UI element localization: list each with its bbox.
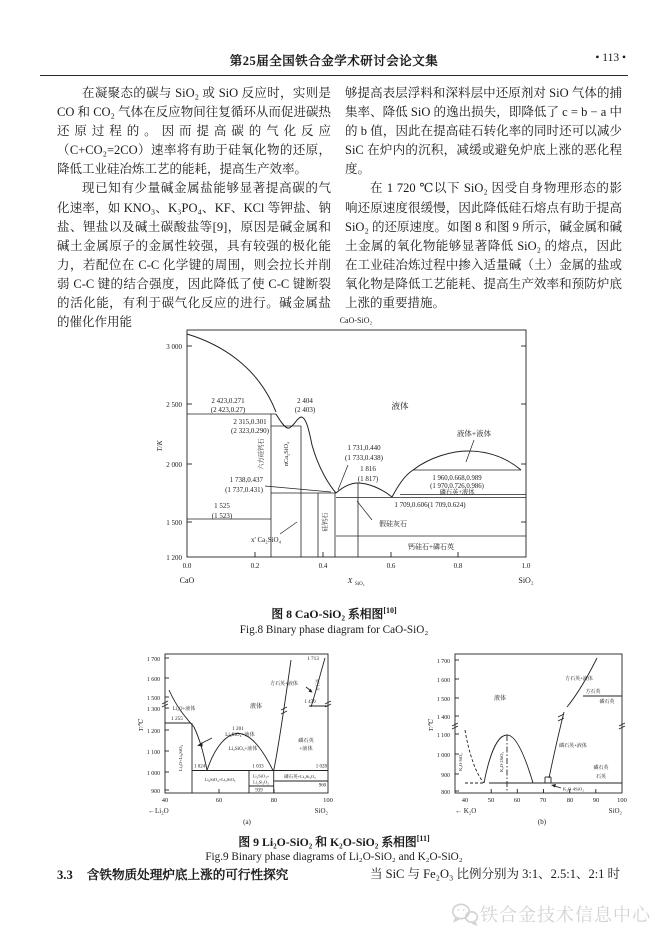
fig9b-xtick: 70 xyxy=(539,797,547,804)
fig9b-frame xyxy=(452,654,625,793)
fig8-label-pseudowollastonite: 假硅灰石 xyxy=(379,520,407,528)
fig8-point-label: 2 423,0.271 xyxy=(211,397,245,405)
fig9a-curves xyxy=(165,658,328,793)
page-number: • 113 • xyxy=(595,52,626,64)
fig9a-label: 1 255 xyxy=(171,716,183,722)
fig9-caption-zh xyxy=(40,833,628,850)
fig9a-label: 1 033 xyxy=(252,764,264,770)
fig9a-label: 1 028 xyxy=(315,764,327,770)
fig8-ytick: 3 000 xyxy=(166,343,182,351)
fig9a-ytick: 1 300 xyxy=(146,707,160,713)
section-heading xyxy=(57,864,288,883)
fig8-label-wollastonite-tridymite: 钙硅石+磷石英 xyxy=(408,543,454,551)
fig8-y-axis-label: T/K xyxy=(155,440,164,452)
fig9a-label: Li₄SiO₄+Li₂SiO₃ xyxy=(204,777,236,782)
fig9a-x-left-label: ←Li₂O xyxy=(148,807,169,815)
fig8-label-liquid-liquid: 液体+液体 xyxy=(456,429,492,438)
paragraph: 现已知有少量碱金属盐能够显著提高碳的气化速率，如 KNO₃、K₃PO₄、KF、KCl 等钾盐、钠盐、锂盐以及碱土碳酸盐等[9]，原因是碱金属和碱土金属原子的金属性较强，具有较强的极化能力，若配位在 C-C 化学键的周围，则会拉长并削弱 C-C 键的结合强度，因此降低了使 C-C 键断裂的活化能，有利于碳气化反应的进行。碱金属盐的催化作用能 xyxy=(57,181,331,330)
fig9b-ytick: 1 100 xyxy=(436,733,450,739)
fig9a-label: 1 024 xyxy=(194,764,206,770)
fig8-label-hex-casio: 六方硅钙石 xyxy=(258,438,265,470)
fig9b-label: K₂O·SiO₂ xyxy=(458,753,463,771)
fig9b-xtick: 40 xyxy=(461,797,469,804)
fig9b-ytick: 800 xyxy=(441,790,450,796)
paragraph: 当 SiC 与 Fe₂O₃ 比例分别为 3:1、2.5:1、2:1 时 xyxy=(370,867,621,881)
fig9b-xtick: 60 xyxy=(513,797,521,804)
fig8-curves xyxy=(187,334,521,497)
fig8-point-label: 1 816 xyxy=(360,465,376,473)
fig9a-ytick: 1 000 xyxy=(146,771,160,777)
fig9b-label: 液体 xyxy=(493,696,507,702)
watermark xyxy=(450,901,651,927)
fig9b-ytick: 900 xyxy=(441,773,450,779)
section-number: 3.3 xyxy=(57,868,73,882)
fig9a-label: Li₂Si₂O₅ xyxy=(253,779,269,785)
fig8-point-label: 1 525 xyxy=(214,502,230,510)
fig9a-x-right-label: SiO₂ xyxy=(314,807,328,815)
fig9-caption-en: Fig.9 Binary phase diagrams of Li₂O-SiO₂ and K₂O-SiO₂ xyxy=(205,851,463,863)
fig8-point-label: (1 733,0.438) xyxy=(345,454,383,462)
fig9a-frame xyxy=(162,654,331,793)
fig9b-label: K₂O·4SiO₂ xyxy=(563,786,584,792)
wechat-icon xyxy=(450,901,480,927)
fig9b-xtick: 50 xyxy=(487,797,495,804)
fig8-xtick: 0.8 xyxy=(453,562,463,570)
fig9b-x-right-label: SiO₂ xyxy=(608,807,622,815)
fig8-phase-diagram xyxy=(100,314,570,606)
page-header-title: 第25届全国铁合金学术研讨会论文集 xyxy=(229,54,439,68)
fig9a-sub-label: (a) xyxy=(243,818,251,826)
fig8-label-liquid: 液体 xyxy=(391,401,409,411)
fig9a-xtick: 100 xyxy=(323,797,333,804)
fig9b-label: K₂O·2SiO₂ xyxy=(499,752,504,772)
fig8-point-label: (1 817) xyxy=(357,475,379,483)
fig8-point-label: (2 323,0.290) xyxy=(231,427,269,435)
fig9a-ytick: 1 500 xyxy=(146,696,160,702)
fig9a-ytick: 1 600 xyxy=(146,677,160,683)
fig9b-phase-diagram xyxy=(355,650,635,830)
fig9a-label: 磷石英 xyxy=(298,738,314,744)
fig8-title: CaO-SiO₂ xyxy=(339,316,373,325)
watermark-text: 铁合金技术信息中心 xyxy=(480,905,651,925)
fig9a-label: Li₂O+Li₄SiO₄ xyxy=(178,744,183,772)
fig9b-label: 磷石英 xyxy=(599,700,615,705)
fig9b-label: 石英 xyxy=(595,775,607,780)
fig8-point-label: (2 403) xyxy=(294,406,316,414)
fig9b-xtick: 80 xyxy=(566,797,574,804)
fig8-point-label: 1 960,0.668,0.989 xyxy=(432,475,482,482)
fig9a-label: 939 xyxy=(255,788,263,794)
fig9a-ytick: 1 100 xyxy=(146,750,160,756)
fig9b-ytick: 1 000 xyxy=(436,753,450,759)
fig9b-y-axis-label: T/℃ xyxy=(428,718,435,732)
fig8-label-x-ca2sio4: x' Ca₂SiO₄ xyxy=(250,536,282,544)
fig9b-ytick: 1 500 xyxy=(436,697,450,703)
fig9-caption-zh-text: 图 9 Li₂O-SiO₂ 和 K₂O-SiO₂ 系相图 xyxy=(238,835,417,849)
fig9a-phase-diagram xyxy=(60,650,340,830)
fig8-xtick: 0.4 xyxy=(318,562,328,570)
fig9b-label: 磷石英 xyxy=(593,766,609,771)
fig9a-xtick: 80 xyxy=(270,797,278,804)
fig8-point-label: 2 315,0.301 xyxy=(233,418,267,426)
fig9a-label: +液体 xyxy=(299,746,313,752)
fig8-x-right-label: SiO₂ xyxy=(518,576,534,585)
fig9a-label: 1 201 xyxy=(232,726,244,732)
fig8-caption-zh xyxy=(40,605,628,622)
paragraph: 在 1 720 ℃以下 SiO₂ 因受自身物理形态的影响还原速度很缓慢，因此降低硅石熔点有助于提高 SiO₂ 的还原速度。如图 8 和图 9 所示，碱金属和碱土金属的氧化物能够显著降低 SiO₂ 的熔点，因此在工业硅冶炼过程中掺入适量碱（土）金属的盐或氧化物是降低工艺能耗、提高生产效率和预防炉底上涨的重要措施。 xyxy=(345,181,622,311)
fig8-ytick: 2 000 xyxy=(166,461,182,469)
header-divider xyxy=(40,75,628,76)
section-title: 含铁物质处理炉底上涨的可行性探究 xyxy=(86,868,289,882)
fig9b-ytick: 1 700 xyxy=(436,659,450,665)
fig8-caption-zh-text: 图 8 CaO-SiO₂ 系相图 xyxy=(271,607,384,621)
fig8-point-label: 1 738,0.437 xyxy=(229,476,263,484)
fig8-x-axis-sub: SiO₂ xyxy=(355,582,365,587)
fig8-point-label: 1 731,0.440 xyxy=(347,444,381,452)
fig8-xtick: 0.2 xyxy=(250,562,260,570)
fig9b-ytick: 1 400 xyxy=(436,715,450,721)
fig9a-label: 方石英+液体 xyxy=(270,682,298,687)
fig9a-label: 1 713 xyxy=(307,656,319,662)
fig9a-ytick: 1 700 xyxy=(146,657,160,663)
paragraph: 在凝聚态的碳与 SiO₂ 或 SiO 反应时，实则是 CO 和 CO₂ 气体在反应物间往复循环从而促进碳热还原过程的。因而提高碳的气化反应（C+CO₂=2CO）速率将有助于硅氧化物的还原，降低工业硅冶炼工艺的能耗，提高生产效率。 xyxy=(57,86,331,177)
paragraph: 够提高表层浮料和深料层中还原剂对 SiO 气体的捕集率、降低 SiO 的逸出损失，即降低了 c = b − a 中的 b 值，因此在提高硅石转化率的同时还可以减少 SiC 在炉内的沉积，减缓或避免炉底上涨的恶化程度。 xyxy=(345,86,622,177)
fig8-ytick: 1 500 xyxy=(166,519,182,527)
fig9a-xtick: 40 xyxy=(161,797,169,804)
fig8-label-alpha-ca2sio4: αCa₂SiO₄ xyxy=(283,441,290,467)
fig8-label-rankinite: 硅钙石 xyxy=(322,512,329,532)
fig8-xtick: 0.6 xyxy=(386,562,396,570)
fig9a-ytick: 900 xyxy=(151,789,160,795)
fig8-point-label: (2 423,0.27) xyxy=(210,406,246,414)
left-column xyxy=(57,84,331,332)
fig9b-label: 磷石英+液体 xyxy=(559,744,587,749)
fig9a-label: 方石英 xyxy=(315,679,320,691)
fig9a-label: 液体 xyxy=(249,704,263,710)
fig8-point-label: 2 404 xyxy=(297,397,313,405)
fig9a-ytick: 1 200 xyxy=(146,729,160,735)
fig8-point-label: (1 737,0.431) xyxy=(225,486,263,494)
fig9b-sub-label: (b) xyxy=(537,818,547,826)
right-column xyxy=(345,84,622,313)
fig9b-label: 方石英 xyxy=(585,690,601,695)
fig9-caption-ref: [11] xyxy=(416,834,430,844)
fig9b-curves xyxy=(465,658,622,793)
fig8-ytick: 1 200 xyxy=(166,554,182,562)
fig9b-xtick: 100 xyxy=(617,797,627,804)
fig8-caption-en: Fig.8 Binary phase diagram for CaO-SiO₂ xyxy=(239,624,429,636)
fig9a-label: 磷石英+Li₂Si₂O₅ xyxy=(284,774,316,779)
fig9b-xtick: 90 xyxy=(592,797,600,804)
fig9a-xtick: 60 xyxy=(215,797,223,804)
fig8-caption-ref: [10] xyxy=(383,606,397,616)
fig8-xtick: 0.0 xyxy=(182,562,192,570)
fig9a-label: Li₄SiO₄+液体 xyxy=(225,732,255,738)
fig9a-y-axis-label: T/℃ xyxy=(138,718,145,732)
fig9b-ytick: 1 600 xyxy=(436,678,450,684)
fig8-ytick: 2 500 xyxy=(166,401,182,409)
fig8-x-axis-var: X xyxy=(347,576,353,585)
fig8-label-tridymite-liquid: 磷石英+液体 xyxy=(439,489,475,496)
fig9a-label: Li₂SiO₃+ xyxy=(252,773,270,779)
fig8-xtick: 1.0 xyxy=(521,562,531,570)
fig8-point-label: (1 970,0.726,0.986) xyxy=(430,483,484,490)
fig9b-x-left-label: ← K₂O xyxy=(455,807,477,815)
fig9a-label: Li₂O+液体 xyxy=(172,707,196,712)
fig9a-label: Li₂SiO₃+液体 xyxy=(228,747,258,752)
fig9a-label: 1 470 xyxy=(304,700,316,705)
fig8-x-left-label: CaO xyxy=(179,576,195,585)
fig8-point-label: 1 709,0.606(1 709,0.624) xyxy=(394,501,466,509)
fig9a-label: 960 xyxy=(318,783,326,789)
fig9b-label: 方石英+液体 xyxy=(565,677,593,682)
fig8-point-label: (1 523) xyxy=(211,512,233,520)
